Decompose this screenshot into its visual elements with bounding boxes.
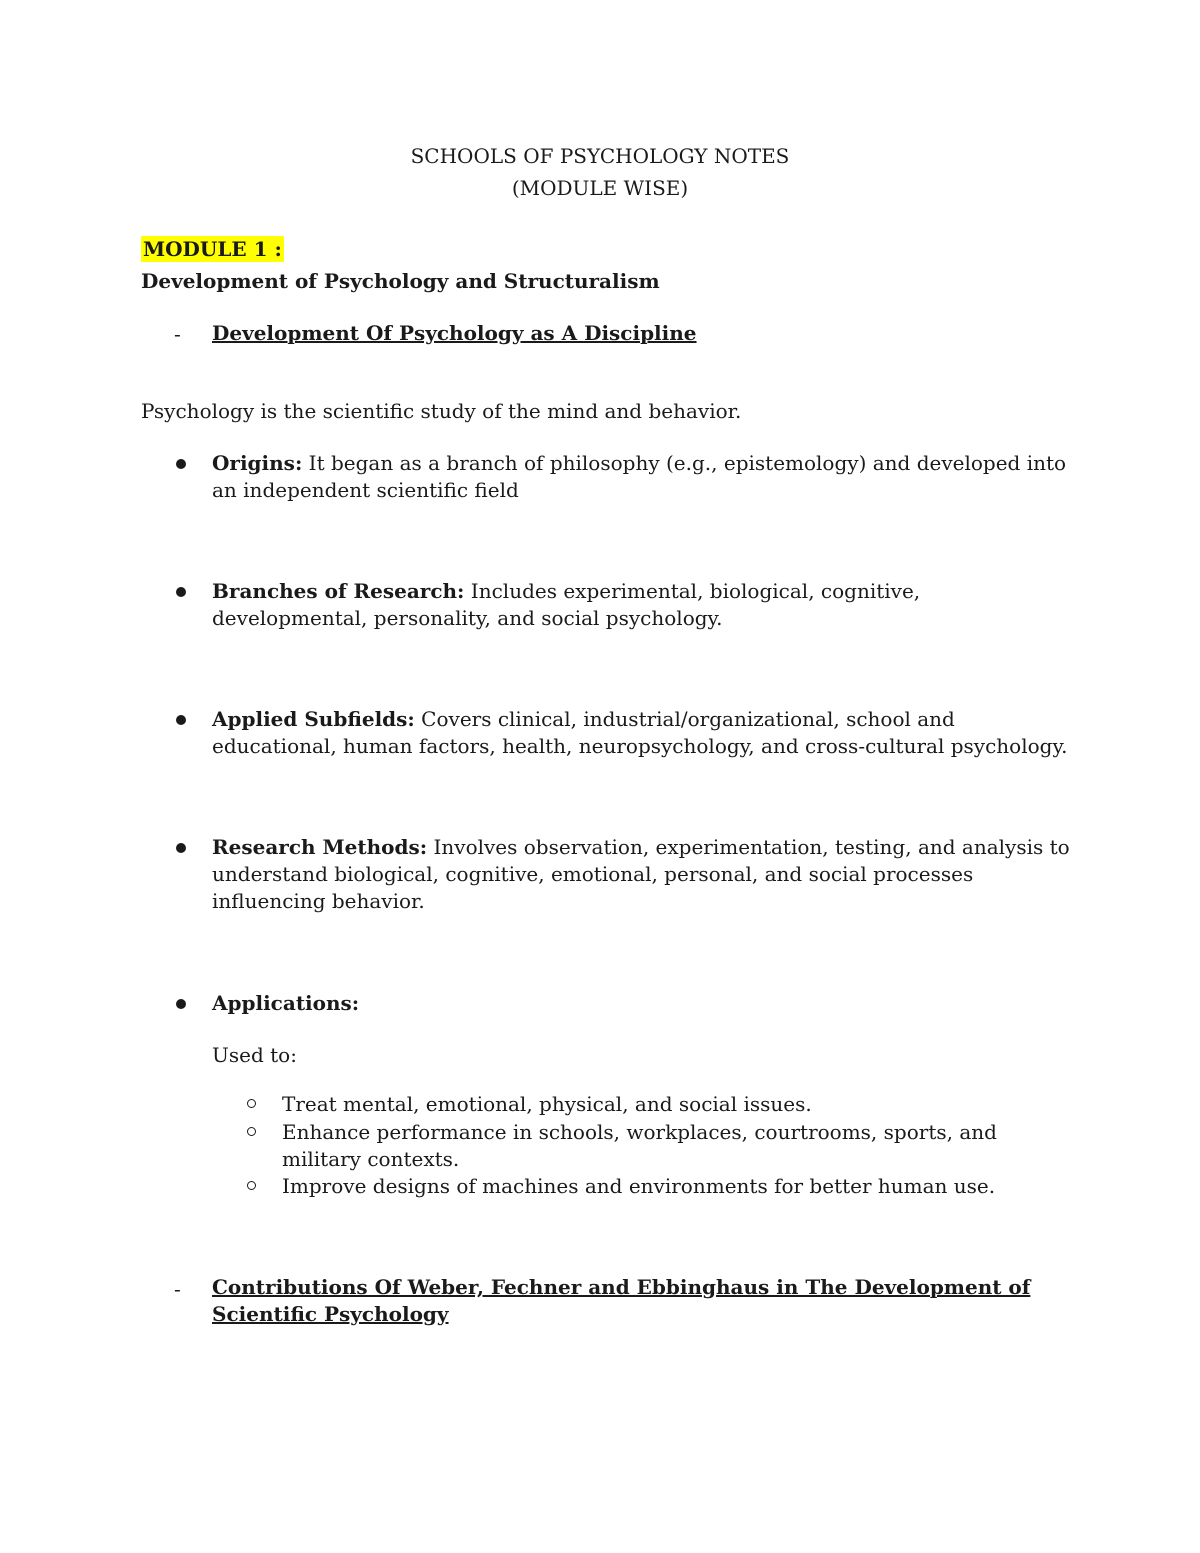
- applications-intro: Used to:: [212, 1043, 297, 1067]
- bullet-body: Involves observation, experimentation, testing, and analysis to understand biological, cognitive, emotional, personal, and social processes influencing behavior.: [212, 835, 1070, 913]
- bullet-label: Origins:: [212, 451, 303, 475]
- bullet-label: Applied Subfields:: [212, 707, 415, 731]
- bullet-label: Research Methods:: [212, 835, 428, 859]
- bullet-label: Applications:: [212, 991, 360, 1015]
- applications-item: Improve designs of machines and environments for better human use.: [282, 1174, 996, 1198]
- sub-bullet-icon: [247, 1099, 256, 1108]
- bullet-icon: [176, 843, 186, 853]
- bullet-icon: [176, 999, 186, 1009]
- bullet-applications: [212, 990, 1072, 1017]
- bullet-body: Includes experimental, biological, cognitive, developmental, personality, and social psychology.: [212, 579, 921, 630]
- section-heading: Development Of Psychology as A Discipline: [212, 321, 697, 345]
- bullet-body: It began as a branch of philosophy (e.g., epistemology) and developed into an independent scientific field: [212, 451, 1067, 502]
- document-title: SCHOOLS OF PSYCHOLOGY NOTES: [410, 144, 790, 168]
- module-subtitle: Development of Psychology and Structuralism: [141, 269, 660, 293]
- document-subtitle: (MODULE WISE): [511, 176, 689, 200]
- bullet-branches: [212, 578, 1072, 632]
- sub-bullet-icon: [247, 1181, 256, 1190]
- bullet-research-methods: [212, 834, 1072, 915]
- bullet-icon: [176, 587, 186, 597]
- applications-item: Enhance performance in schools, workplaces, courtrooms, sports, and military contexts.: [282, 1120, 997, 1171]
- applications-item: Treat mental, emotional, physical, and social issues.: [282, 1092, 812, 1116]
- section-dash: -: [174, 1277, 181, 1301]
- intro-paragraph: Psychology is the scientific study of the mind and behavior.: [141, 399, 742, 423]
- sub-bullet-icon: [247, 1127, 256, 1136]
- module-label: MODULE 1 :: [143, 237, 282, 261]
- bullet-label: Branches of Research:: [212, 579, 465, 603]
- bullet-icon: [176, 459, 186, 469]
- bullet-body: Covers clinical, industrial/organizational, school and educational, human factors, health, neuropsychology, and cross-cultural psychology.: [212, 707, 1068, 758]
- bullet-applied-subfields: [212, 706, 1072, 760]
- section-heading: Contributions Of Weber, Fechner and Ebbinghaus in The Development of Scientific Psychology: [212, 1275, 1031, 1326]
- bullet-origins: [212, 450, 1072, 504]
- bullet-icon: [176, 715, 186, 725]
- section-dash: -: [174, 322, 181, 346]
